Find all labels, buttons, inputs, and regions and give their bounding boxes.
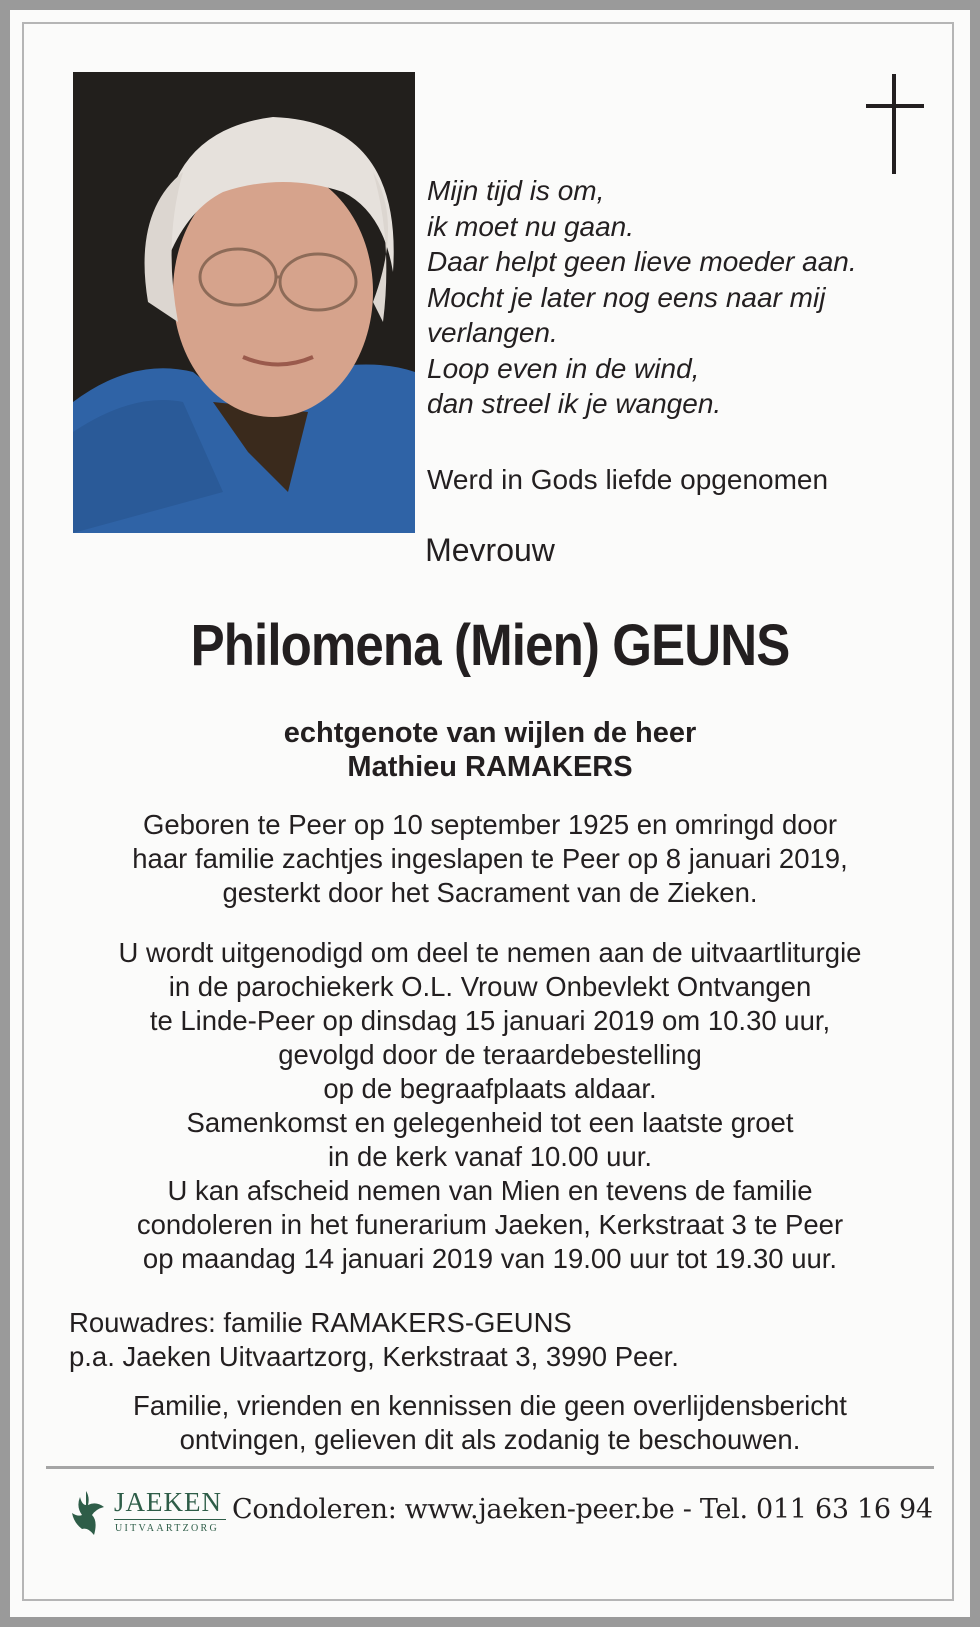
text-line: op maandag 14 januari 2019 van 19.00 uur tot 19.30 uur.: [142, 1243, 838, 1274]
text-line: gevolgd door de teraardebestelling: [278, 1039, 702, 1070]
honorific: Mevrouw: [425, 532, 555, 568]
spouse-info: [24, 716, 956, 784]
text-line: Geboren te Peer op 10 september 1925 en omringd door: [142, 809, 838, 840]
welcomed-text: Werd in Gods liefde opgenomen: [427, 464, 829, 495]
poem-line: verlangen.: [427, 317, 558, 348]
poem-line: Mocht je later nog eens naar mij: [427, 281, 826, 313]
text-line: Rouwadres: familie RAMAKERS-GEUNS: [69, 1307, 572, 1338]
jaeken-logo: [68, 1487, 228, 1547]
text-line: p.a. Jaeken Uitvaartzorg, Kerkstraat 3, 3990 Peer.: [69, 1341, 679, 1372]
text-line: condoleren in het funerarium Jaeken, Kerkstraat 3 te Peer: [136, 1209, 844, 1240]
text-line: in de kerk vanaf 10.00 uur.: [327, 1141, 653, 1172]
text-line: U wordt uitgenodigd om deel te nemen aan de uitvaartliturgie: [118, 937, 862, 968]
condolence-contact: Condoleren: www.jaeken-peer.be - Tel. 011 63 16 94: [232, 1494, 933, 1525]
obituary-card: [10, 10, 970, 1617]
deceased-name: Philomena (Mien) GEUNS: [190, 613, 790, 678]
dove-icon: [68, 1487, 108, 1539]
logo-name: JAEKEN: [114, 1487, 222, 1517]
spouse-name: Mathieu RAMAKERS: [347, 751, 633, 783]
text-line: Samenkomst en gelegenheid tot een laatste groet: [186, 1107, 794, 1138]
text-line: haar familie zachtjes ingeslapen te Peer op 8 januari 2019,: [132, 843, 848, 874]
poem-line: dan streel ik je wangen.: [427, 388, 722, 419]
mourning-address: [69, 1306, 679, 1374]
text-line: gesterkt door het Sacrament van de Zieken.: [222, 877, 758, 908]
cross-icon: [866, 74, 924, 174]
poem: [427, 173, 927, 422]
poem-line: Mijn tijd is om,: [427, 175, 605, 206]
notice-paragraph: [24, 1389, 956, 1457]
poem-line: Daar helpt geen lieve moeder aan.: [427, 246, 857, 277]
inner-frame: [22, 22, 954, 1601]
portrait-photo: [73, 72, 415, 533]
logo-subtitle: UITVAARTZORG: [115, 1523, 220, 1534]
spouse-line: echtgenote van wijlen de heer: [283, 717, 697, 749]
poem-line: Loop even in de wind,: [427, 352, 700, 384]
logo-underline: [114, 1519, 226, 1520]
text-line: op de begraafplaats aldaar.: [323, 1073, 657, 1104]
invitation-paragraph: [24, 936, 956, 1276]
text-line: in de parochiekerk O.L. Vrouw Onbevlekt Ontvangen: [168, 971, 812, 1002]
divider: [46, 1466, 934, 1469]
poem-line: ik moet nu gaan.: [427, 210, 635, 242]
text-line: Familie, vrienden en kennissen die geen overlijdensbericht: [133, 1390, 847, 1421]
birth-death-paragraph: [24, 808, 956, 910]
portrait-illustration: [73, 72, 415, 533]
text-line: te Linde-Peer op dinsdag 15 januari 2019 om 10.30 uur,: [149, 1005, 831, 1036]
text-line: ontvingen, gelieven dit als zodanig te beschouwen.: [179, 1424, 801, 1455]
text-line: U kan afscheid nemen van Mien en tevens de familie: [167, 1175, 813, 1206]
